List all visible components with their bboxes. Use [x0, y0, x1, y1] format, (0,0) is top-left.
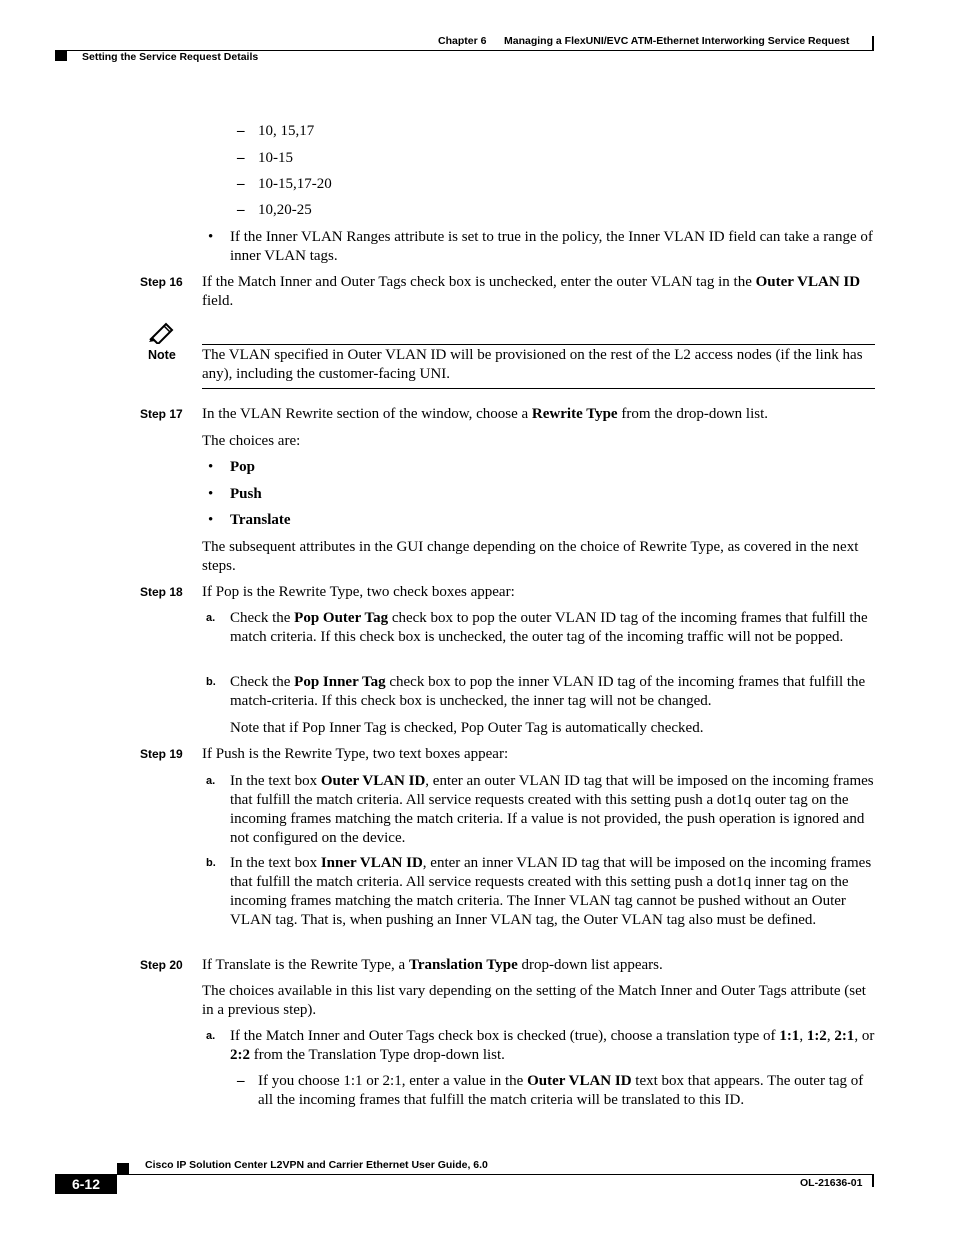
note-pencil-icon: [146, 320, 178, 349]
note-text: The VLAN specified in Outer VLAN ID will be provisioned on the rest of the L2 access nodes (if the link has any), including the customer-facing UNI.: [202, 347, 863, 382]
step-17-choices-intro: The choices are:: [202, 433, 301, 449]
footer-black-block: [117, 1163, 129, 1174]
header-chapter-title: Managing a FlexUNI/EVC ATM-Ethernet Interworking Service Request: [504, 35, 850, 47]
substep-label: b.: [206, 676, 216, 688]
bullet-marker: •: [208, 459, 214, 475]
step-18-a: Check the Pop Outer Tag check box to pop the outer VLAN ID tag of the incoming frames that fulfill the match criteria. If this check box is unchecked, the outer tag of the incoming traffic will not be popped.: [230, 610, 868, 645]
bullet-marker: •: [208, 486, 214, 502]
dash-marker: –: [237, 150, 245, 166]
substep-label: b.: [206, 857, 216, 869]
step-19-b: In the text box Inner VLAN ID, enter an inner VLAN ID tag that will be imposed on the incoming frames that fulfill the match criteria. All service requests created with this setting push a dot1q inner tag on the incoming frames matching the match criteria. The Inner VLAN tag cannot be pushed without an Outer VLAN tag. That is, when pushing an Inner VLAN tag, the Outer VLAN tag also must be defined.: [230, 855, 872, 928]
header-black-block: [55, 51, 67, 61]
note-label: Note: [148, 348, 176, 362]
list-item: 10,20-25: [258, 202, 312, 218]
substep-label: a.: [206, 775, 216, 787]
dash-marker: –: [237, 1073, 245, 1089]
dash-marker: –: [237, 176, 245, 192]
choice-push: Push: [230, 486, 262, 502]
footer-doc-id: OL-21636-01: [800, 1177, 863, 1189]
list-item: 10-15,17-20: [258, 176, 332, 192]
choice-pop: Pop: [230, 459, 256, 475]
header-right-bar: [872, 36, 874, 50]
step-20-a: If the Match Inner and Outer Tags check box is checked (true), choose a translation type of 1:1, 1:2, 2:1, or 2:2 from the Translation Type drop-down list.: [230, 1028, 875, 1063]
substep-label: a.: [206, 1030, 216, 1042]
step-19-text: If Push is the Rewrite Type, two text boxes appear:: [202, 746, 509, 762]
footer-title: Cisco IP Solution Center L2VPN and Carrier Ethernet User Guide, 6.0: [145, 1159, 488, 1171]
step-19-label: Step 19: [140, 747, 183, 761]
step-20-a-sub: If you choose 1:1 or 2:1, enter a value in the Outer VLAN ID text box that appears. The outer tag of all the incoming frames that fulfill the match criteria will be translated to this ID.: [258, 1073, 864, 1108]
footer-page-number: 6-12: [71, 1176, 101, 1192]
step-18-b: Check the Pop Inner Tag check box to pop the inner VLAN ID tag of the incoming frames that fulfill the match-criteria. If this check box is unchecked, the inner tag will not be changed.: [230, 674, 866, 709]
step-16-text: If the Match Inner and Outer Tags check box is unchecked, enter the outer VLAN tag in the Outer VLAN ID field.: [202, 274, 861, 309]
step-17-label: Step 17: [140, 407, 183, 421]
step-20-label: Step 20: [140, 958, 183, 972]
bullet-marker: •: [208, 512, 214, 528]
step-16-label: Step 16: [140, 275, 183, 289]
footer-rule: [117, 1174, 874, 1175]
bullet-inner-ranges: If the Inner VLAN Ranges attribute is set to true in the policy, the Inner VLAN ID field can take a range of inner VLAN tags.: [230, 229, 873, 264]
substep-label: a.: [206, 612, 216, 624]
list-item: 10-15: [258, 150, 293, 166]
choice-translate: Translate: [230, 512, 291, 528]
step-18-text: If Pop is the Rewrite Type, two check boxes appear:: [202, 584, 515, 600]
step-17-after: The subsequent attributes in the GUI change depending on the choice of Rewrite Type, as covered in the next steps.: [202, 539, 859, 574]
bullet-marker: •: [208, 229, 214, 245]
list-item: 10, 15,17: [258, 123, 315, 139]
step-18-b-note: Note that if Pop Inner Tag is checked, Pop Outer Tag is automatically checked.: [230, 720, 704, 736]
step-17-text: In the VLAN Rewrite section of the window, choose a Rewrite Type from the drop-down list.: [202, 406, 768, 422]
step-19-a: In the text box Outer VLAN ID, enter an outer VLAN ID tag that will be imposed on the incoming frames that fulfill the match criteria. All service requests created with this setting push a dot1q outer tag on the incoming frames matching the match criteria. If a value is not provided, the push operation is ignored and not configured on the device.: [230, 773, 874, 846]
footer-right-bar: [872, 1175, 874, 1187]
step-20-para: The choices available in this list vary depending on the setting of the Match Inner and Outer Tags attribute (set in a previous step).: [202, 983, 866, 1018]
dash-marker: –: [237, 202, 245, 218]
header-chapter: Chapter 6: [438, 35, 487, 47]
note-top-rule: [202, 344, 875, 345]
note-bottom-rule: [202, 388, 875, 389]
step-18-label: Step 18: [140, 585, 183, 599]
dash-marker: –: [237, 123, 245, 139]
header-section: Setting the Service Request Details: [82, 51, 259, 63]
step-20-text: If Translate is the Rewrite Type, a Translation Type drop-down list appears.: [202, 957, 663, 973]
